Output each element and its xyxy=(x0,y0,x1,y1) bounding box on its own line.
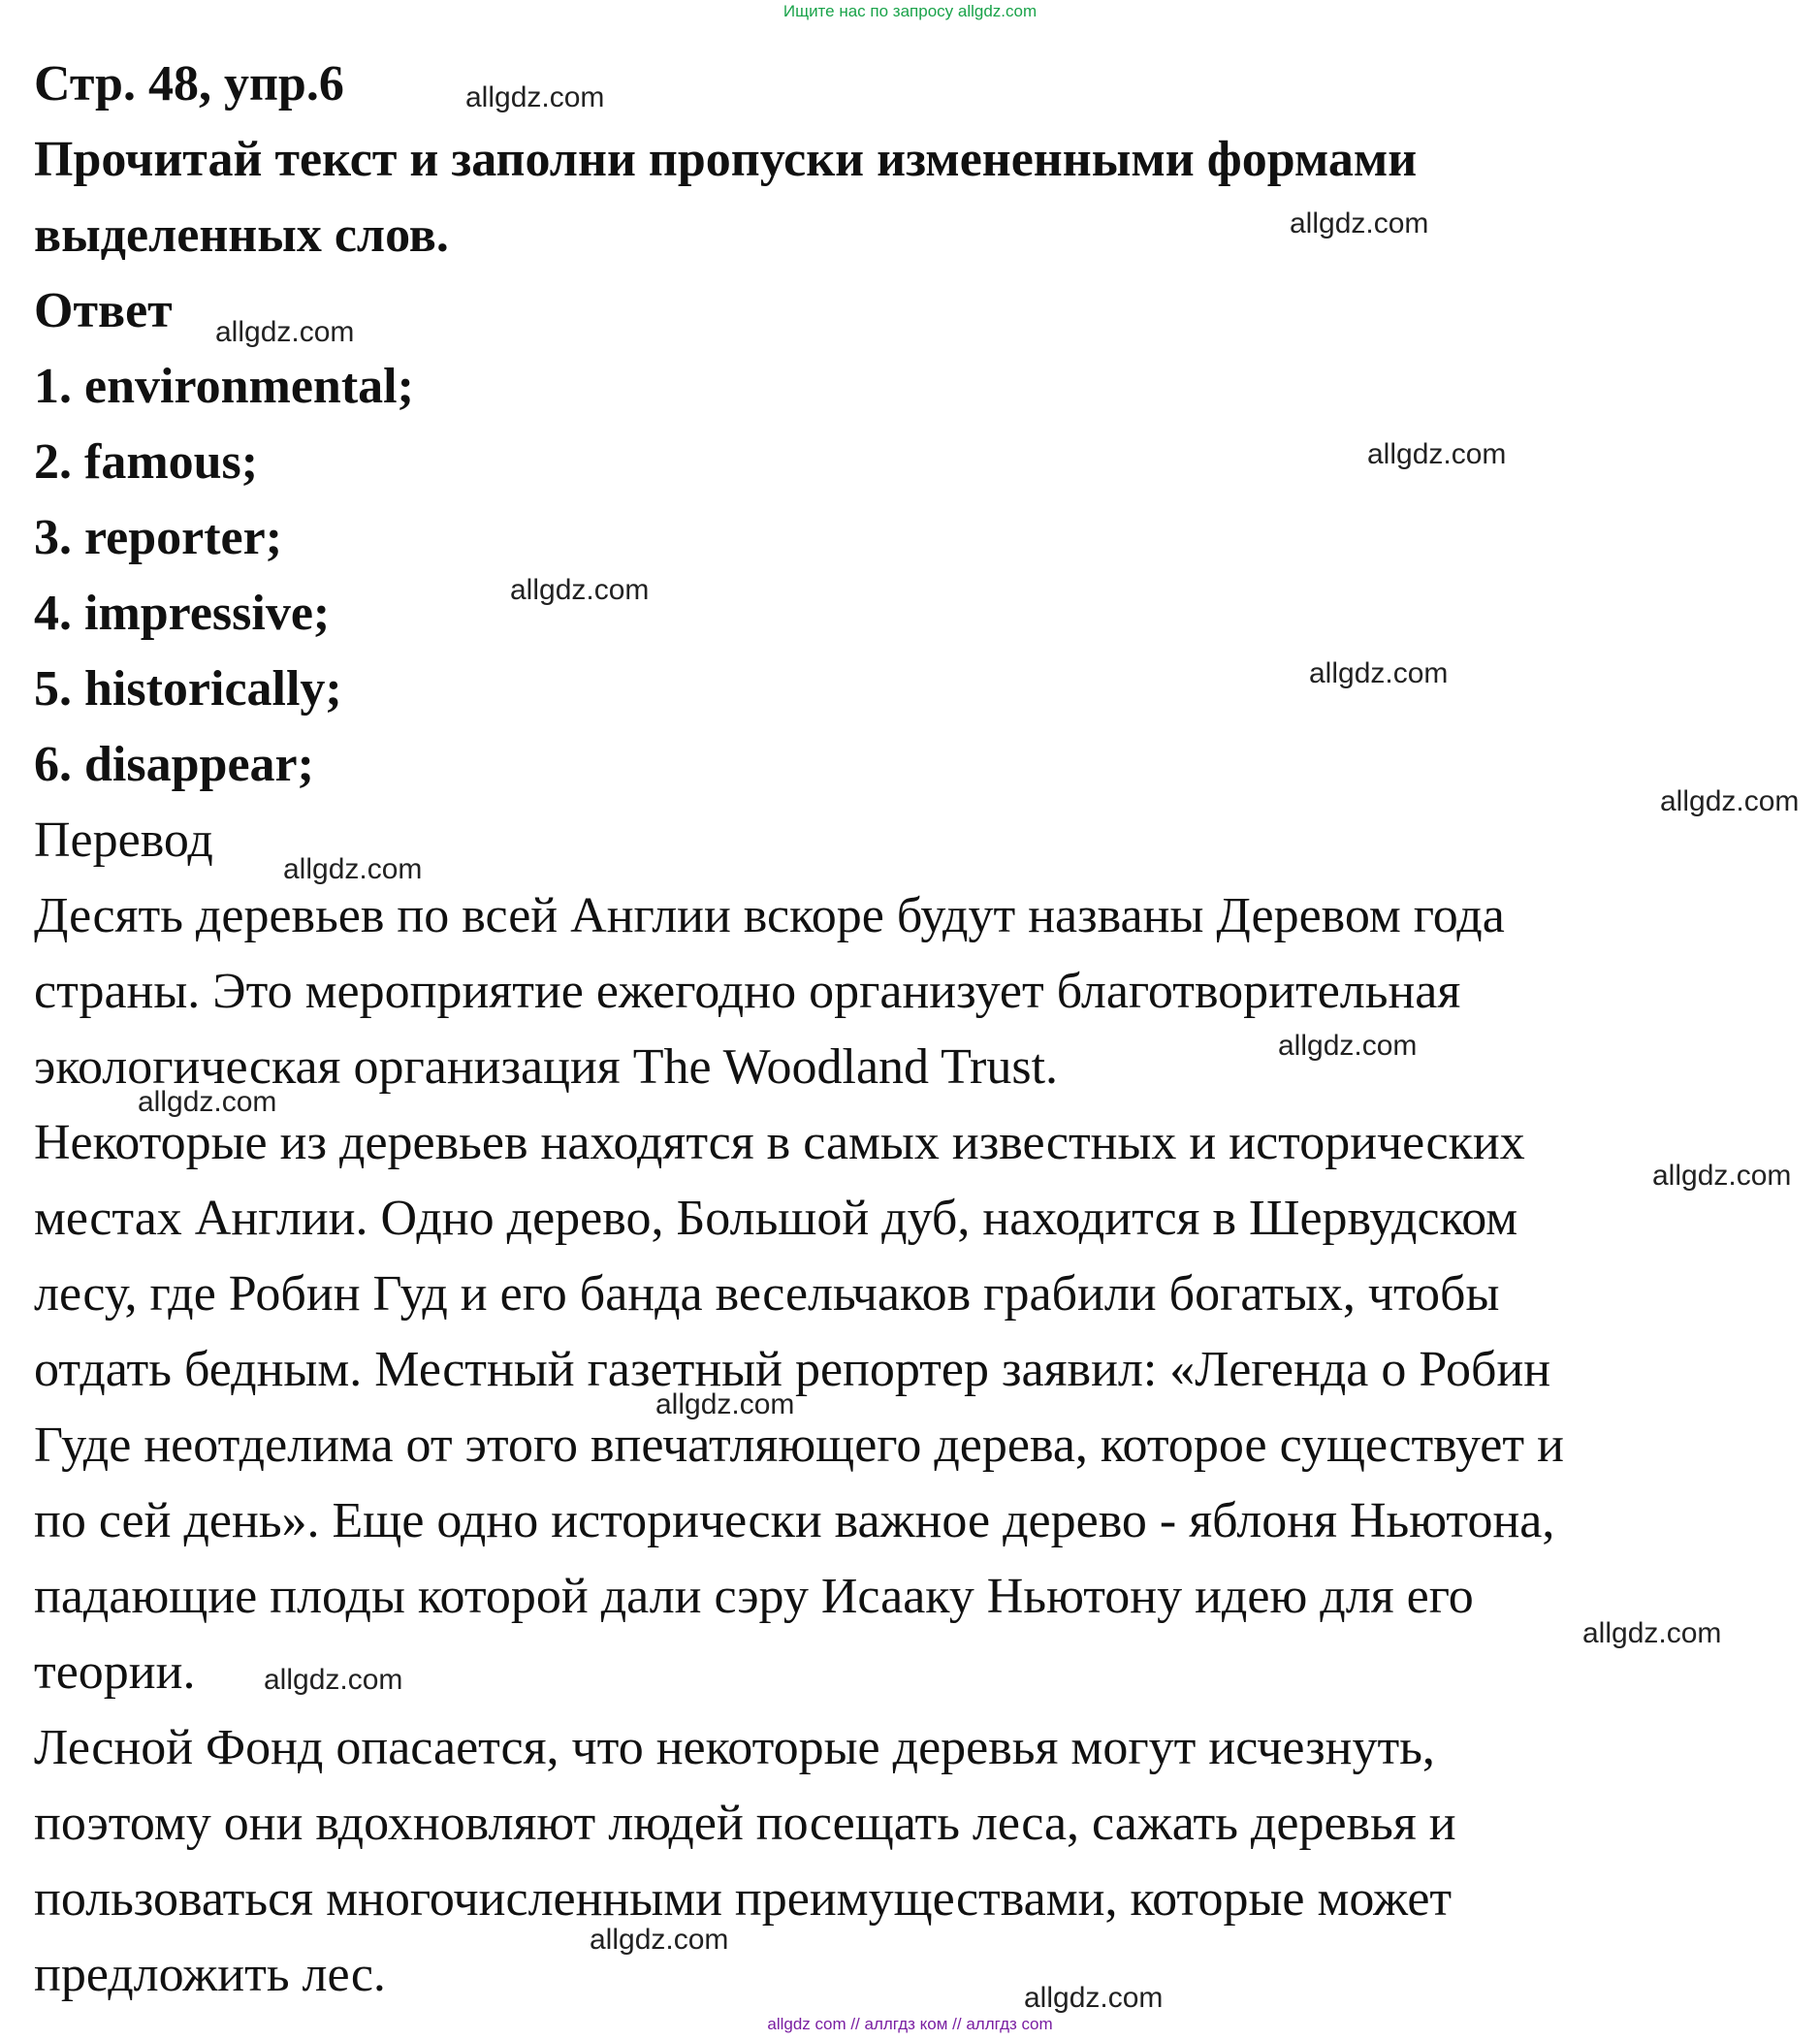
answer-heading: Ответ xyxy=(34,283,173,338)
translation-line: экологическая организация The Woodland Trust. xyxy=(34,1039,1059,1095)
translation-line: Десять деревьев по всей Англии вскоре будут названы Деревом года xyxy=(34,888,1505,943)
answer-item: 5. historically; xyxy=(34,661,342,717)
answer-item: 1. environmental; xyxy=(34,359,414,414)
translation-line: по сей день». Еще одно исторически важное дерево - яблоня Ньютона, xyxy=(34,1493,1555,1548)
task-line-1: Прочитай текст и заполни пропуски измененными формами xyxy=(34,132,1418,187)
footer-links[interactable]: allgdz com // аллгдз ком // аллгдз com xyxy=(767,2015,1053,2033)
translation-line: пользоваться многочисленными преимуществами, которые может xyxy=(34,1871,1453,1927)
watermark: allgdz.com xyxy=(283,853,423,885)
watermark: allgdz.com xyxy=(590,1924,729,1956)
translation-line: страны. Это мероприятие ежегодно организует благотворительная xyxy=(34,964,1461,1019)
watermark: allgdz.com xyxy=(465,81,605,113)
watermark: allgdz.com xyxy=(1367,438,1507,470)
translation-line: отдать бедным. Местный газетный репортер заявил: «Легенда о Робин xyxy=(34,1342,1551,1397)
watermark: allgdz.com xyxy=(215,316,355,348)
translation-line: предложить лес. xyxy=(34,1947,386,2002)
watermark: allgdz.com xyxy=(264,1664,403,1696)
answer-item: 3. reporter; xyxy=(34,510,283,565)
watermark: allgdz.com xyxy=(138,1086,277,1118)
translation-heading: Перевод xyxy=(34,813,213,868)
watermark: allgdz.com xyxy=(1582,1617,1722,1649)
translation-line: поэтому они вдохновляют людей посещать леса, сажать деревья и xyxy=(34,1796,1456,1851)
top-banner[interactable]: Ищите нас по запросу allgdz.com xyxy=(782,2,1038,20)
watermark: allgdz.com xyxy=(1278,1030,1418,1062)
answer-item: 2. famous; xyxy=(34,434,259,490)
watermark: allgdz.com xyxy=(1660,785,1800,817)
translation-line: Некоторые из деревьев находятся в самых известных и исторических xyxy=(34,1115,1525,1170)
translation-line: Гуде неотделима от этого впечатляющего дерева, которое существует и xyxy=(34,1418,1564,1473)
answer-item: 4. impressive; xyxy=(34,586,331,641)
watermark: allgdz.com xyxy=(1024,1982,1164,2014)
watermark: allgdz.com xyxy=(1652,1160,1792,1192)
answer-item: 6. disappear; xyxy=(34,737,314,792)
translation-line: теории. xyxy=(34,1644,196,1700)
translation-line: Лесной Фонд опасается, что некоторые деревья могут исчезнуть, xyxy=(34,1720,1435,1775)
watermark: allgdz.com xyxy=(655,1388,795,1420)
task-line-2: выделенных слов. xyxy=(34,207,449,263)
watermark: allgdz.com xyxy=(1290,207,1429,239)
watermark: allgdz.com xyxy=(1309,657,1449,689)
translation-line: падающие плоды которой дали сэру Исааку Ньютону идею для его xyxy=(34,1569,1474,1624)
translation-line: лесу, где Робин Гуд и его банда весельчаков грабили богатых, чтобы xyxy=(34,1266,1500,1322)
page-title: Стр. 48, упр.6 xyxy=(34,56,344,112)
translation-line: местах Англии. Одно дерево, Большой дуб, находится в Шервудском xyxy=(34,1191,1518,1246)
watermark: allgdz.com xyxy=(510,574,650,606)
